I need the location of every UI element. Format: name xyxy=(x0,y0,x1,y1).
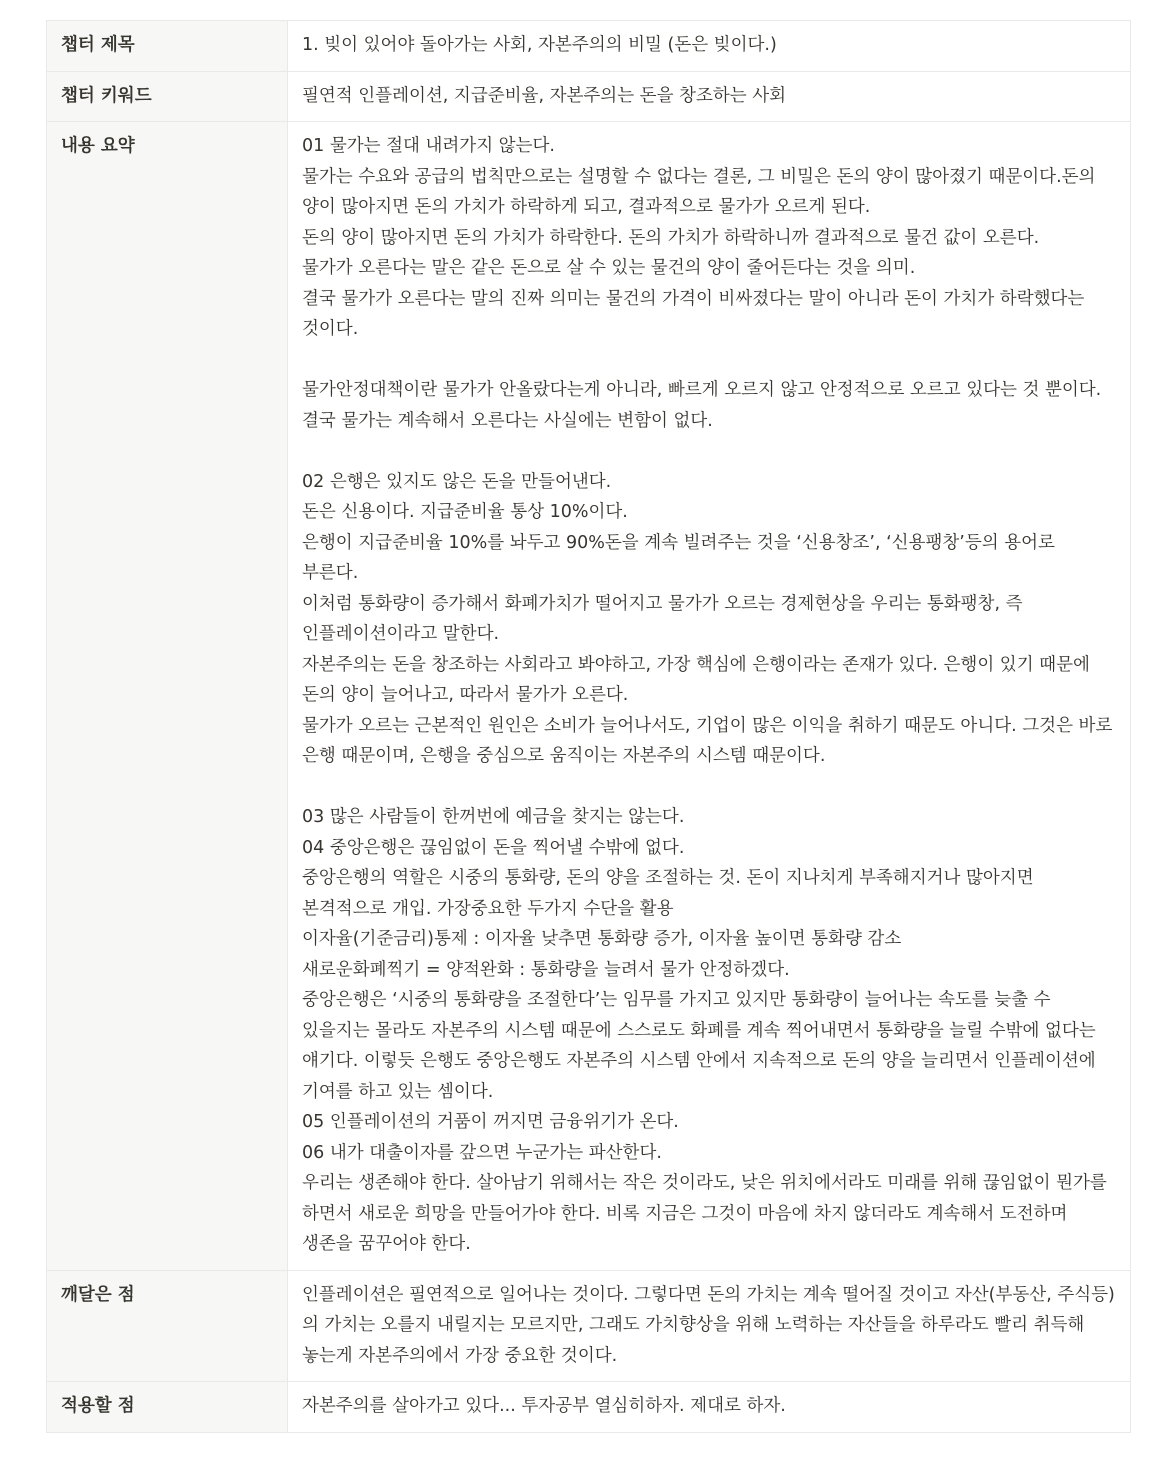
blank-line xyxy=(302,436,1116,467)
label-text: 깨달은 점 xyxy=(61,1284,135,1305)
label-text: 챕터 제목 xyxy=(61,35,135,55)
text-line: 자본주의를 살아가고 있다... 투자공부 열심히하자. 제대로 하자. xyxy=(302,1396,786,1416)
row-chapter-title xyxy=(47,21,1131,72)
text-line: 1. 빚이 있어야 돌아가는 사회, 자본주의의 비밀 (돈은 빚이다.) xyxy=(302,35,777,55)
text-line: 돈의 양이 많아지면 돈의 가치가 하락한다. 돈의 가치가 하락하니까 결과적으로 물건 값이 오른다. xyxy=(302,227,1040,248)
blank-line xyxy=(302,772,1116,803)
value-content-summary[interactable] xyxy=(288,122,1131,1271)
text-line: 04 중앙은행은 끊임없이 돈을 찍어낼 수밖에 없다. xyxy=(302,837,685,858)
text-line: 필연적 인플레이션, 지급준비율, 자본주의는 돈을 창조하는 사회 xyxy=(302,85,787,106)
text-line: 결국 물가가 오른다는 말의 진짜 의미는 물건의 가격이 비싸졌다는 말이 아니라 돈이 가치가 하락했다는 것이다. xyxy=(302,288,1090,339)
text-line: 새로운화폐찍기 = 양적완화 : 통화량을 늘려서 물가 안정하겠다. xyxy=(302,959,790,980)
text-line: 06 내가 대출이자를 갚으면 누군가는 파산한다. xyxy=(302,1142,662,1163)
text-line: 물가는 수요와 공급의 법칙만으로는 설명할 수 없다는 결론, 그 비밀은 돈의 양이 많아졌기 때문이다.돈의 양이 많아지면 돈의 가치가 하락하게 되고, 결과적으로 물가가 오르게 된다. xyxy=(302,166,1102,217)
row-chapter-keywords xyxy=(47,71,1131,122)
value-application[interactable] xyxy=(288,1382,1131,1433)
value-chapter-title[interactable] xyxy=(288,21,1131,72)
text-line: 물가가 오르는 근본적인 원인은 소비가 늘어나서도, 기업이 많은 이익을 취하기 때문도 아니다. 그것은 바로 은행 때문이며, 은행을 중심으로 움직이는 자본주의 시스템 때문이다. xyxy=(302,715,1118,766)
row-realization xyxy=(47,1270,1131,1382)
value-chapter-keywords[interactable] xyxy=(288,71,1131,122)
text-line: 인플레이션은 필연적으로 일어나는 것이다. 그렇다면 돈의 가치는 계속 떨어질 것이고 자산(부동산, 주식등)의 가치는 오를지 내릴지는 모르지만, 그래도 가치향상을 위해 노력하는 자산들을 하루라도 빨리 취득해 놓는게 자본주의에서 가장 중요한 것이다. xyxy=(302,1284,1115,1366)
text-line: 돈은 신용이다. 지급준비율 통상 10%이다. xyxy=(302,502,628,522)
label-realization xyxy=(47,1270,288,1382)
blank-line xyxy=(302,345,1116,376)
text-line: 05 인플레이션의 거품이 꺼지면 금융위기가 온다. xyxy=(302,1112,679,1132)
label-text: 내용 요약 xyxy=(61,136,135,156)
label-chapter-title xyxy=(47,21,288,72)
text-line: 자본주의는 돈을 창조하는 사회라고 봐야하고, 가장 핵심에 은행이라는 존재가 있다. 은행이 있기 때문에 돈의 양이 늘어나고, 따라서 물가가 오른다. xyxy=(302,654,1096,705)
text-line: 중앙은행의 역할은 시중의 통화량, 돈의 양을 조절하는 것. 돈이 지나치게 부족해지거나 많아지면 본격적으로 개입. 가장중요한 두가지 수단을 활용 xyxy=(302,868,1040,919)
text-line: 01 물가는 절대 내려가지 않는다. xyxy=(302,136,555,156)
text-line: 중앙은행은 ‘시중의 통화량을 조절한다’는 임무를 가지고 있지만 통화량이 늘어나는 속도를 늦출 수 있을지는 몰라도 자본주의 시스템 때문에 스스로도 화폐를 계속 찍어내면서 통화량을 늘릴 수밖에 없다는 얘기다. 이렇듯 은행도 중앙은행도 자본주의 시스템 안에서 지속적으로 돈의 양을 늘리면서 인플레이션에 기여를 하고 있는 셈이다. xyxy=(302,990,1102,1102)
book-summary-table xyxy=(46,20,1131,1433)
label-content-summary xyxy=(47,122,288,1271)
label-application xyxy=(47,1382,288,1433)
text-line: 물가안정대책이란 물가가 안올랐다는게 아니라, 빠르게 오르지 않고 안정적으로 오르고 있다는 것 뿐이다. 결국 물가는 계속해서 오른다는 사실에는 변함이 없다. xyxy=(302,380,1107,431)
row-application xyxy=(47,1382,1131,1433)
text-line: 우리는 생존해야 한다. 살아남기 위해서는 작은 것이라도, 낮은 위치에서라도 미래를 위해 끊임없이 뭔가를 하면서 새로운 희망을 만들어가야 한다. 비록 지금은 그것이 마음에 차지 않더라도 계속해서 도전하며 생존을 꿈꾸어야 한다. xyxy=(302,1173,1113,1254)
text-line: 물가가 오른다는 말은 같은 돈으로 살 수 있는 물건의 양이 줄어든다는 것을 의미. xyxy=(302,258,916,278)
text-line: 이처럼 통화량이 증가해서 화폐가치가 떨어지고 물가가 오르는 경제현상을 우리는 통화팽창, 즉 인플레이션이라고 말한다. xyxy=(302,593,1029,644)
text-line: 03 많은 사람들이 한꺼번에 예금을 찾지는 않는다. xyxy=(302,807,685,827)
label-chapter-keywords xyxy=(47,71,288,122)
text-line: 은행이 지급준비율 10%를 놔두고 90%돈을 계속 빌려주는 것을 ‘신용창조’, ‘신용팽창’등의 용어로 부른다. xyxy=(302,532,1061,583)
row-content-summary xyxy=(47,122,1131,1271)
label-text: 적용할 점 xyxy=(61,1396,135,1416)
value-realization[interactable] xyxy=(288,1270,1131,1382)
text-line: 02 은행은 있지도 않은 돈을 만들어낸다. xyxy=(302,471,612,492)
text-line: 이자율(기준금리)통제 : 이자율 낮추면 통화량 증가, 이자율 높이면 통화량 감소 xyxy=(302,929,902,949)
label-text: 챕터 키워드 xyxy=(61,85,152,106)
